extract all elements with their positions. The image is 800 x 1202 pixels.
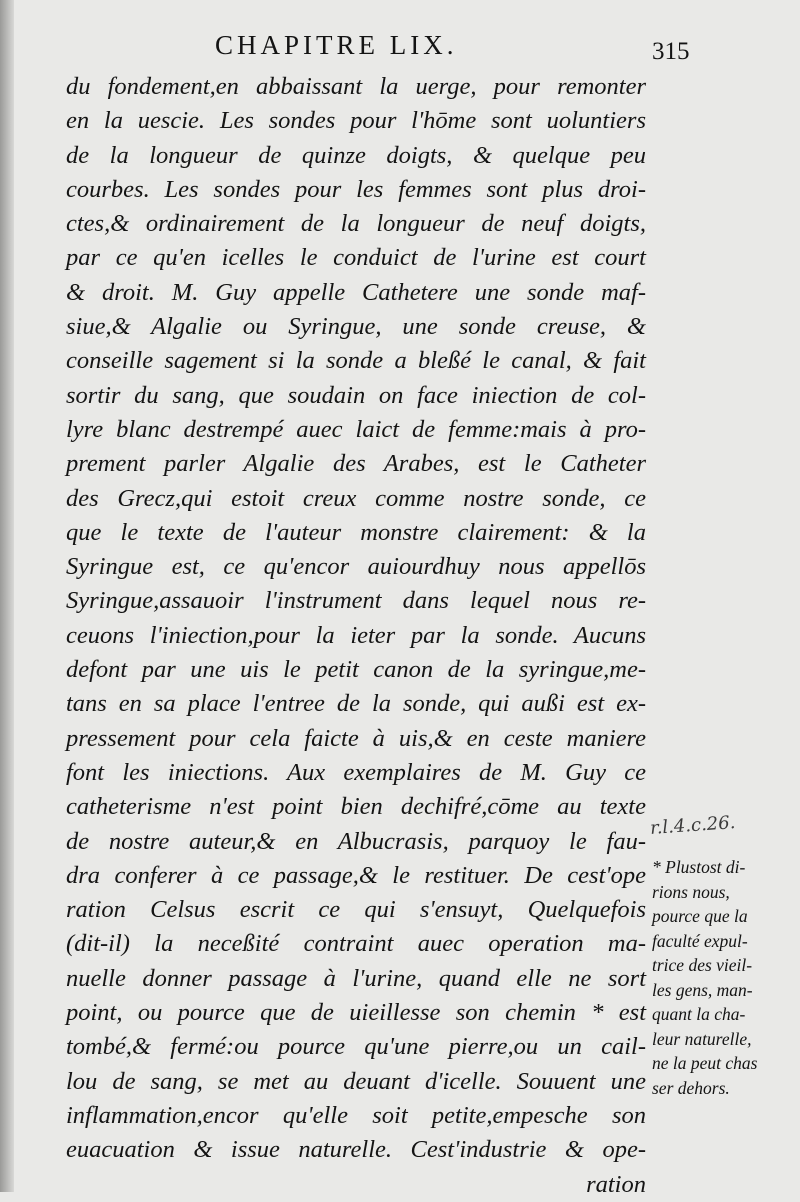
body-line: tombé,& fermé:ou pource qu'une pierre,ou un cail- xyxy=(66,1033,646,1061)
page-edge-shadow xyxy=(0,0,14,1192)
body-line: catheterisme n'est point bien dechifré,cōme au texte xyxy=(66,793,646,821)
margin-note-line: faculté expul- xyxy=(652,930,748,951)
body-line: des Grecz,qui estoit creux comme nostre sonde, ce xyxy=(66,484,646,512)
body-line: & droit. M. Guy appelle Cathetere une sonde maf- xyxy=(66,278,646,306)
body-text xyxy=(66,70,646,1202)
body-line: defont par une uis le petit canon de la syringue,me- xyxy=(66,656,646,684)
body-line: ration Celsus escrit ce qui s'ensuyt, Quelquefois xyxy=(66,896,646,924)
body-line: euacuation & issue naturelle. Cest'industrie & ope- xyxy=(66,1136,646,1164)
body-line: point, ou pource que de uieillesse son chemin * est xyxy=(66,999,646,1027)
handwritten-reference: r.l.4.c.26. xyxy=(649,812,737,839)
body-line: ceuons l'iniection,pour la ieter par la sonde. Aucuns xyxy=(66,621,646,649)
margin-note-line: pource que la xyxy=(652,906,748,926)
body-line: que le texte de l'auteur monstre clairement: & la xyxy=(66,518,646,546)
body-line: courbes. Les sondes pour les femmes sont plus droi- xyxy=(66,175,646,203)
body-line: (dit-il) la neceßité contraint auec operation ma- xyxy=(66,930,646,958)
body-line: inflammation,encor qu'elle soit petite,empesche son xyxy=(66,1101,646,1129)
margin-note-line: quant la cha- xyxy=(652,1004,746,1024)
catchword: ration xyxy=(586,1170,646,1198)
body-line: par ce qu'en icelles le conduict de l'urine est court xyxy=(66,244,646,272)
body-line: en la uescie. Les sondes pour l'hōme sont uoluntiers xyxy=(66,107,646,135)
body-line: pressement pour cela faicte à uis,& en ceste maniere xyxy=(66,724,646,752)
body-line: prement parler Algalie des Arabes, est le Catheter xyxy=(66,450,646,478)
margin-note-line: ser dehors. xyxy=(652,1077,730,1098)
margin-note-line: trice des vieil- xyxy=(652,955,753,975)
body-line: Syringue,assauoir l'instrument dans lequel nous re- xyxy=(66,587,646,615)
body-line: font les iniections. Aux exemplaires de M. Guy ce xyxy=(66,758,646,786)
body-line: de nostre auteur,& en Albucrasis, parquoy le fau- xyxy=(66,827,646,855)
margin-note-line: les gens, man- xyxy=(652,979,753,1000)
margin-note-line: leur naturelle, xyxy=(652,1028,752,1049)
body-line: du fondement,en abbaissant la uerge, pour remonter xyxy=(66,73,646,100)
margin-note-line: ne la peut chas xyxy=(652,1053,758,1073)
body-line: sortir du sang, que soudain on face iniection de col- xyxy=(66,381,646,409)
margin-note xyxy=(652,855,797,1100)
margin-note-line: rions nous, xyxy=(652,881,730,902)
body-line: siue,& Algalie ou Syringue, une sonde creuse, & xyxy=(66,313,646,341)
body-line: lou de sang, se met au deuant d'icelle. Souuent une xyxy=(66,1067,646,1095)
running-title: CHAPITRE LIX. xyxy=(215,30,458,60)
page-number: 315 xyxy=(652,38,690,65)
body-line: ctes,& ordinairement de la longueur de neuf doigts, xyxy=(66,210,646,238)
body-line: nuelle donner passage à l'urine, quand elle ne sort xyxy=(66,964,646,992)
body-line: tans en sa place l'entree de la sonde, qui außi est ex- xyxy=(66,690,646,718)
body-line: Syringue est, ce qu'encor auiourdhuy nous appellōs xyxy=(66,553,646,581)
body-line: dra conferer à ce passage,& le restituer. De cest'ope xyxy=(66,861,646,889)
margin-note-line: * Plustost di- xyxy=(652,857,746,877)
body-line: lyre blanc destrempé auec laict de femme:mais à pro- xyxy=(66,415,646,443)
body-line: de la longueur de quinze doigts, & quelque peu xyxy=(66,141,646,169)
body-line: conseille sagement si la sonde a bleßé le canal, & fait xyxy=(66,347,646,375)
